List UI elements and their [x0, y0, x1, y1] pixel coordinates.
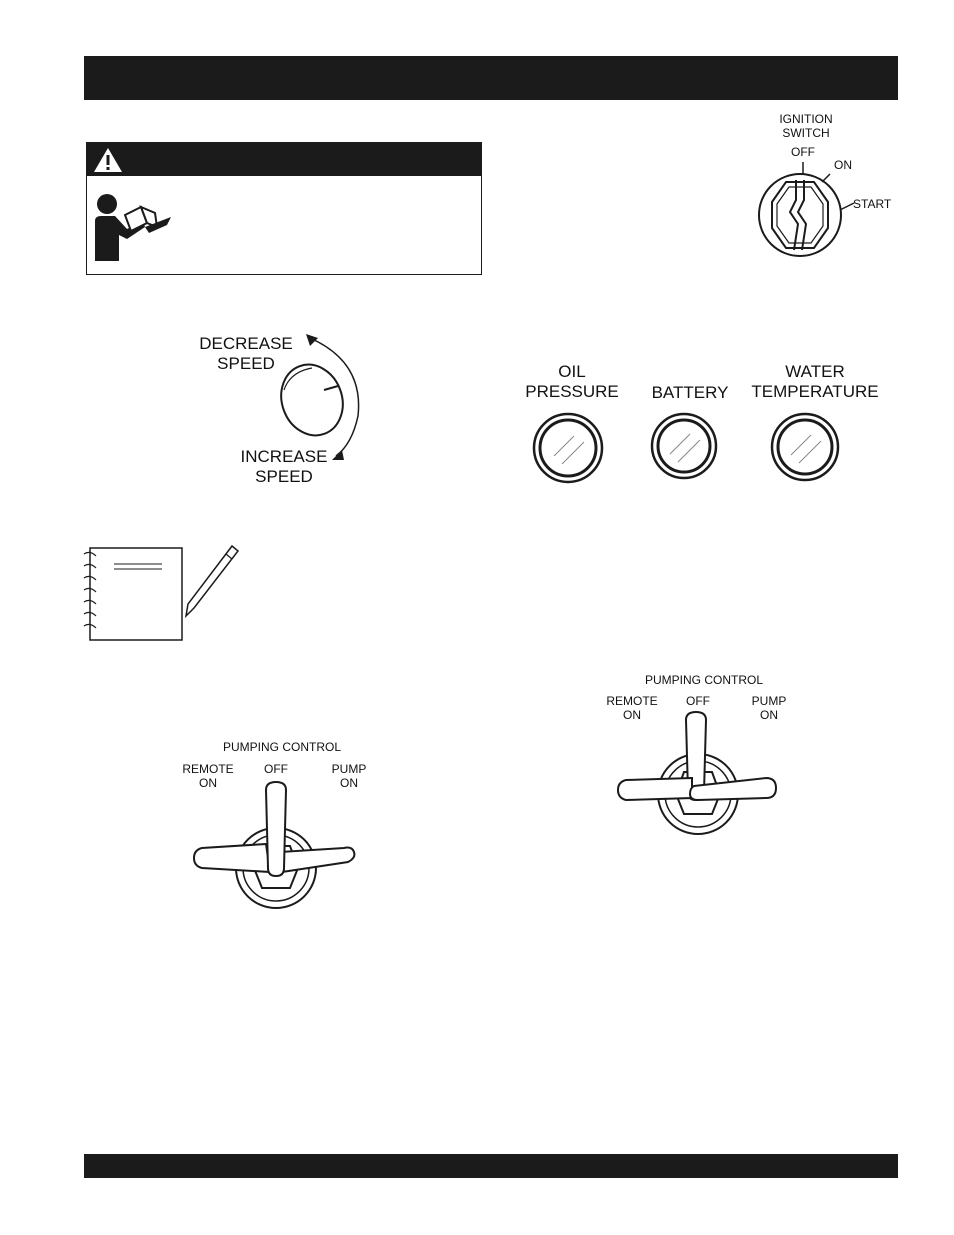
read-manual-icon: [93, 191, 173, 263]
header-bar: [84, 56, 898, 100]
ignition-switch-diagram[interactable]: [750, 160, 860, 260]
warning-triangle-icon: [93, 147, 123, 173]
ignition-switch-title: IGNITION SWITCH: [779, 112, 833, 140]
pump-right-off-label: OFF: [686, 694, 710, 708]
warning-box: [86, 142, 482, 275]
ignition-off-label: OFF: [791, 145, 815, 159]
pump-left-pump-label: PUMP ON: [331, 762, 367, 790]
pump-right-switch-diagram[interactable]: [614, 712, 784, 838]
water-temperature-gauge: [770, 412, 840, 482]
pump-left-remote-label: REMOTE ON: [182, 762, 234, 790]
notepad-icon: [82, 542, 244, 642]
pump-right-title: PUMPING CONTROL: [644, 673, 763, 687]
footer-bar: [84, 1154, 898, 1178]
battery-gauge: [650, 412, 718, 480]
ignition-start-label: START: [853, 197, 892, 211]
oil-pressure-label: OIL PRESSURE: [525, 362, 619, 402]
oil-pressure-gauge: [532, 412, 604, 484]
battery-label: BATTERY: [651, 383, 729, 402]
pump-left-off-label: OFF: [264, 762, 288, 776]
pump-right-pump-label: PUMP ON: [751, 694, 787, 722]
ignition-on-label: ON: [834, 158, 852, 172]
increase-speed-label: INCREASE SPEED: [240, 447, 328, 487]
throttle-knob-diagram[interactable]: [272, 332, 372, 464]
pump-left-switch-diagram[interactable]: [190, 782, 360, 910]
pump-right-remote-label: REMOTE ON: [606, 694, 658, 722]
decrease-speed-label: DECREASE SPEED: [199, 334, 293, 374]
warning-header: [87, 143, 481, 176]
water-temperature-label: WATER TEMPERATURE: [751, 362, 879, 402]
pump-left-title: PUMPING CONTROL: [222, 740, 341, 754]
